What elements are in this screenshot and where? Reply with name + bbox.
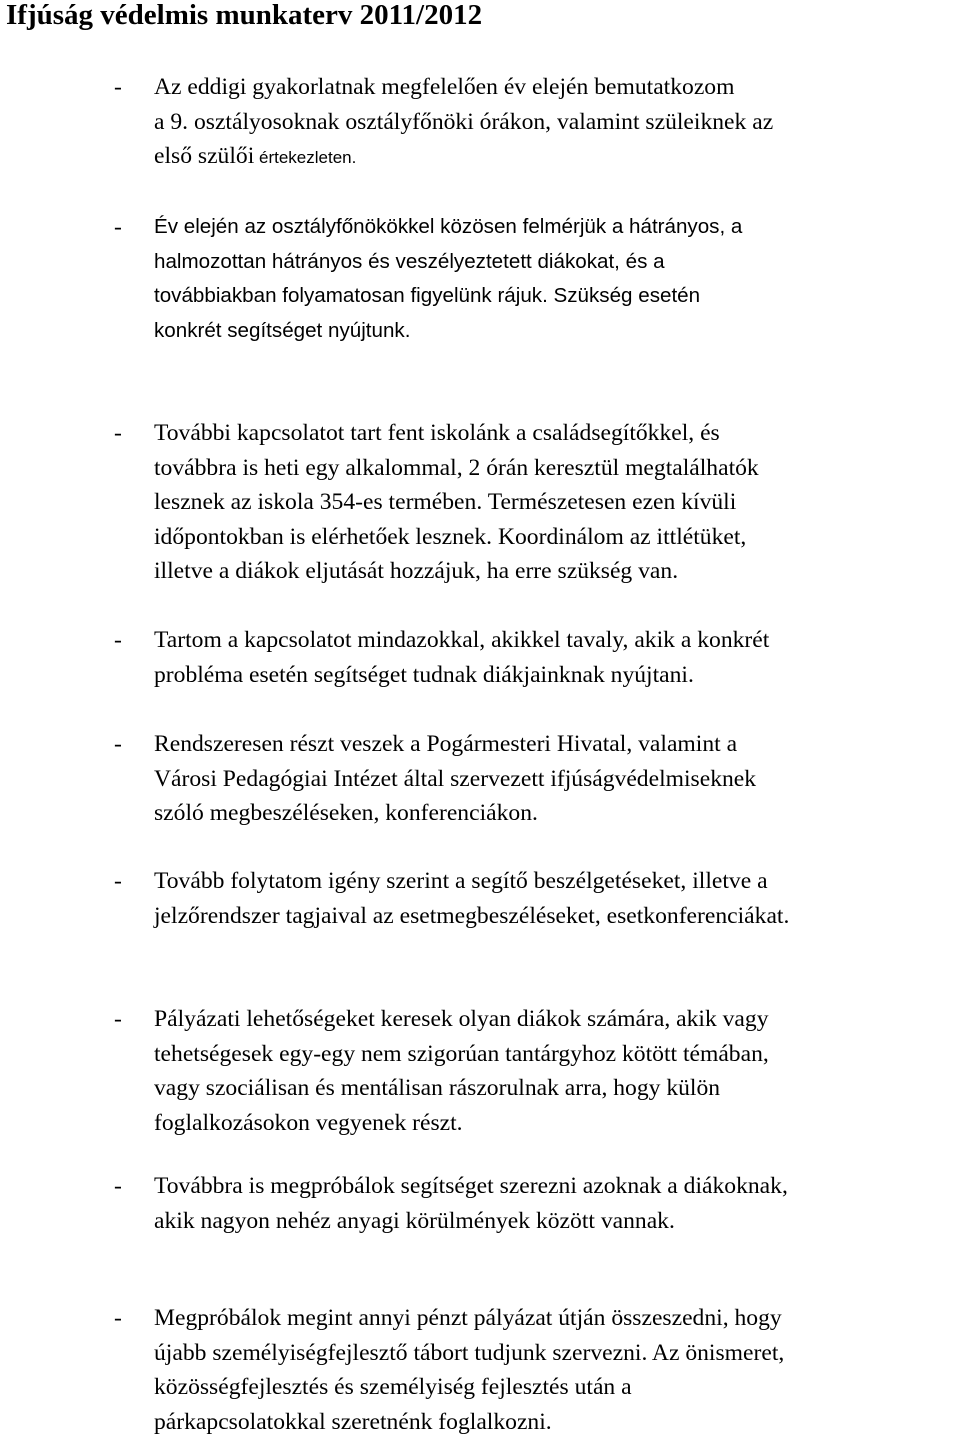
list-item-text: Tartom a kapcsolatot mindazokkal, akikkel tavaly, akik a konkrét probléma esetén segítséget tudnak diákjainknak nyújtani. [154,627,770,688]
list-item-last-line [154,143,356,169]
list-item-text [154,70,960,176]
bullet-dash: - [114,731,122,757]
list-item-text: Továbbra is megpróbálok segítséget szerezni azoknak a diákoknak, akik nagyon nehéz anyagi körülmények között vannak. [154,1173,788,1234]
list-item [114,70,960,176]
list-item-text: Rendszeresen részt veszek a Pogármesteri Hivatal, valamint a Városi Pedagógiai Intézet által szervezett ifjúságvédelmiseknek szóló megbeszéléseken, konferenciákon. [154,731,757,826]
list-item-text: Megpróbálok megint annyi pénzt pályázat útján összeszedni, hogy újabb személyiségfejlesztő tábort tudjunk szervezni. Az önismeret, közösségfejlesztés és személyiség fejlesztés után a párkapcsolatokkal szeretnénk foglalkozni. [154,1305,785,1435]
list-item-last-line-sans: értekezleten. [254,148,357,167]
bullet-dash: - [114,214,122,240]
list-item-text: Tovább folytatom igény szerint a segítő beszélgetéseket, illetve a jelzőrendszer tagjaival az esetmegbeszéléseket, esetkonferenciákat. [154,868,790,929]
list-item-text: További kapcsolatot tart fent iskolánk a családsegítőkkel, és továbbra is heti egy alkalommal, 2 órán keresztül megtalálhatók lesznek az iskola 354-es termében. Természetesen ezen kívüli időpontokban is elérhetőek lesznek. Koordinálom az ittlétüket, illetve a diákok eljutását hozzájuk, ha erre szükség van. [154,420,759,584]
bullet-dash: - [114,1006,122,1032]
list-item-last-line-serif: első szülői [154,143,255,169]
bullet-dash: - [114,1173,122,1199]
bullet-dash: - [114,74,122,100]
bullet-dash: - [114,627,122,653]
list-item-text: Év elején az osztályfőnökökkel közösen felmérjük a hátrányos, a halmozottan hátrányos és veszélyeztetett diákokat, és a továbbiakban folyamatosan figyelünk rájuk. Szükség esetén konkrét segítséget nyújtunk. [154,215,743,342]
list-item-text: Pályázati lehetőségeket keresek olyan diákok számára, akik vagy tehetségesek egy-egy nem szigorúan tantárgyhoz kötött témában, vagy szociálisan és mentálisan rászorulnak arra, hogy külön foglalkozásokon vegyenek részt. [154,1006,769,1136]
list-item [114,210,960,348]
list-item [114,727,960,831]
bullet-dash: - [114,1305,122,1331]
document-title: Ifjúság védelmis munkaterv 2011/2012 [6,0,483,31]
list-item [114,864,960,933]
bullet-dash: - [114,420,122,446]
list-item [114,1002,960,1140]
list-item [114,416,960,589]
list-item [114,623,960,692]
bullet-dash: - [114,868,122,894]
list-item [114,1301,960,1439]
list-item [114,1169,960,1238]
list-item-lines: Az eddigi gyakorlatnak megfelelően év elején bemutatkozom a 9. osztályosoknak osztályfőnöki órákon, valamint szüleiknek az [154,74,774,135]
